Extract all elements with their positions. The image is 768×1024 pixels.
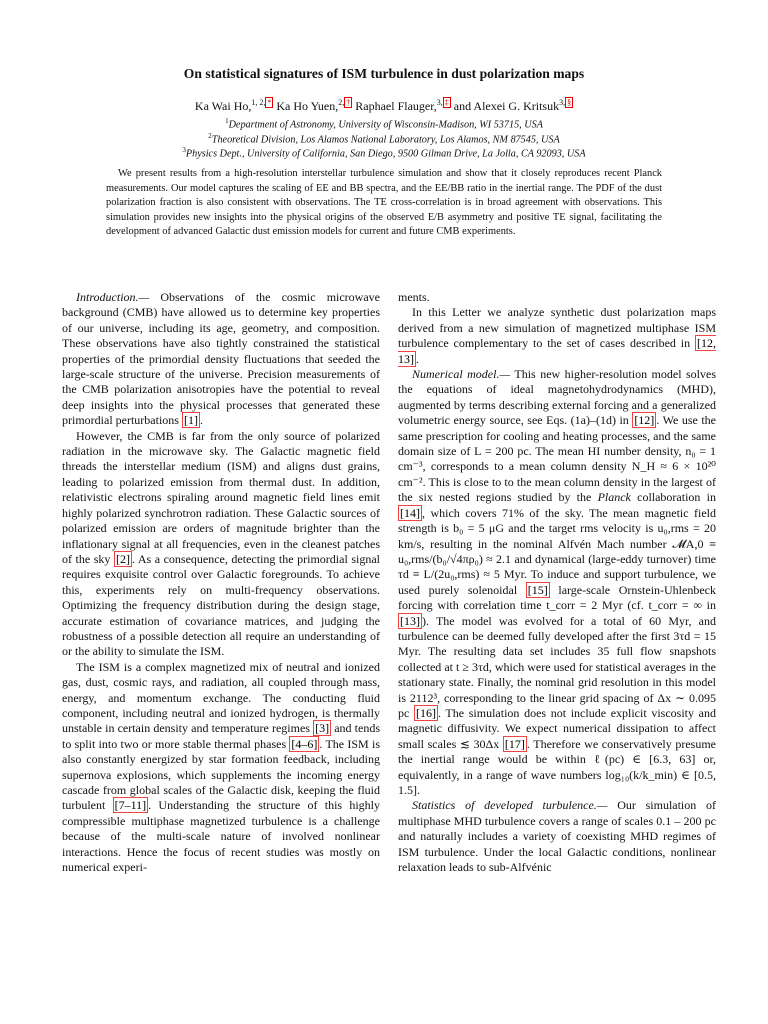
statistics-text: Our simulation of multiphase MHD turbulence covers a range of scales 0.1 – 200 pc and naturally includes a variety of coexisting MHD regimes of ISM turbulence. Under the local Galactic conditions, nonlinear relaxation leads to sub-Alfvénic	[398, 798, 716, 875]
intro-paragraph-2	[62, 429, 380, 660]
intro-text-3b: and tends to split into two or more stable thermal phases	[62, 721, 380, 751]
intro-heading: Introduction.—	[76, 290, 150, 304]
letter-paragraph: In this Letter we analyze synthetic dust polarization maps derived from a new simulation of magnetized multiphase ISM turbulence complementary to the set of cases described in [12, 13] .	[398, 305, 716, 366]
intro-text-2a: However, the CMB is far from the only source of polarized radiation in the microwave sky. The Galactic magnetic field threads the interstellar medium (ISM) and aligns dust grains, leading to polarized emission from thermal dust. In addition, relativistic electrons spiraling around magnetic field lines emit highly polarized synchrotron radiation. These Galactic sources of polarized emission are orders of magnitude brighter than the inflationary signal at all frequencies, even in the cleanest patches of the sky	[62, 428, 380, 566]
citation-14[interactable]: [14]	[400, 505, 420, 520]
intro-text-1: Observations of the cosmic microwave background (CMB) have allowed us to determine key properties of our universe, including its age, geometry, and composition. These observations have also tightly constrained the statistical properties of the primordial density fluctuations that seeded the large-scale structure of the universe. Precision measurements of the CMB polarization anisotropies have the potential to reveal deep insights into the physical processes that generated these primordial perturbations	[62, 290, 380, 428]
affiliation-1-text: Department of Astronomy, University of Wisconsin-Madison, WI 53715, USA	[228, 119, 543, 131]
citation-17[interactable]: [17]	[504, 736, 525, 751]
affiliation-3-number: 3	[182, 146, 186, 154]
author-1-footnote-link[interactable]: *	[267, 98, 272, 107]
author-3: Raphael Flauger,	[355, 99, 437, 113]
affiliation-2-text: Theoretical Division, Los Alamos National Laboratory, Los Alamos, NM 87545, USA	[211, 134, 560, 146]
statistics-heading: Statistics of developed turbulence.—	[412, 798, 608, 813]
citation-15[interactable]: [15]	[527, 582, 548, 597]
citation-7-11[interactable]: [7–11]	[114, 798, 147, 813]
letter-text: In this Letter we analyze synthetic dust polarization maps derived from a new simulation of magnetized multiphase ISM turbulence complementary to the set of cases described in	[398, 305, 716, 351]
left-column	[62, 290, 380, 875]
citation-12-13[interactable]: [12, 13]	[398, 336, 716, 366]
statistics-paragraph	[398, 798, 716, 875]
affiliation-3	[0, 146, 768, 159]
author-4-footnote-link[interactable]: §	[567, 98, 572, 107]
model-text-a: This new higher-resolution model solves the equations of ideal magnetohydrodynamics (MHD), augmented by terms describing external forcing and a generalized volumetric energy source, see Eqs. (1a)–(1d) in	[398, 367, 717, 428]
author-2-affil: 2,	[338, 98, 345, 107]
author-3-affil: 3,	[436, 98, 443, 107]
citation-2[interactable]: [2]	[115, 551, 130, 566]
affiliation-1-number: 1	[225, 117, 229, 125]
model-text-h: . Therefore we conservatively presume the inertial range would be within ℓ(pc) ∈ [6.3, 63] or, equivalently, in a range of wave numbers log₁₀(k/k_min) ∈ [0.5, 1.5].	[398, 736, 716, 797]
intro-text-2b: . As a consequence, detecting the primordial signal requires exquisite control over Galactic foregrounds. To achieve this, experiments rely on multi-frequency observations. Optimizing the frequency distribution during the design stage, accurate estimation of covariance matrices, and judging the robustness of a possible detection all require an understanding of or the ability to simulate the ISM.	[62, 551, 380, 659]
numerical-model-heading: Numerical model.—	[412, 367, 511, 382]
numerical-model-paragraph	[398, 367, 716, 798]
affiliation-2	[0, 132, 768, 145]
author-3-footnote-link[interactable]: ‡	[444, 98, 449, 107]
model-text-d: , which covers 71% of the sky. The mean magnetic field strength is b₀ = 5 μG and the target rms velocity is u₀,rms = 20 km/s, resulting in the nominal Alfvén Mach number 𝓜A,0 ≡ u₀,rms/(b₀/√4πρ₀) ≈ 2.1 and dynamical (large-eddy turnover) time τd ≡ L/(2u₀,rms) ≈ 5 Myr. To induce and support turbulence, we used purely solenoidal	[398, 505, 716, 597]
citation-12[interactable]: [12]	[634, 413, 655, 428]
author-list	[0, 98, 768, 114]
intro-text-3d: . Understanding the structure of this highly compressible multiphase magnetized turbulence is a challenge because of the multi-scale nature of involved nonlinear interactions. Hence the focus of recent studies was mostly on numerical experi-	[62, 798, 381, 875]
paper-title: On statistical signatures of ISM turbulence in dust polarization maps	[183, 66, 585, 81]
model-text-f: ). The model was evolved for a total of 60 Myr, and turbulence can be deemed fully developed after the first 3τd = 15 Myr. The resulting data set includes 35 full flow snapshots collected at t ≥ 3τd, which were used for statistical averages in the stationary state. Finally, the nominal grid resolution in this model is 2112³, corresponding to the linear grid spacing of Δx ∼ 0.095 pc	[398, 613, 716, 720]
affiliation-3-text: Physics Dept., University of California, San Diego, 9500 Gilman Drive, La Jolla, CA 92093, USA	[185, 148, 586, 160]
right-column	[398, 290, 716, 875]
intro-paragraph-1: Introduction.— Observations of the cosmic microwave background (CMB) have allowed us to determine key properties of our universe, including its age, geometry, and composition. These observations have also tightly constrained the statistical properties of the primordial density fluctuations that seeded the large-scale structure of the universe. Precision measurements of the CMB polarization anisotropies have the potential to reveal deep insights into the physical processes that generated these primordial perturbations [1] .	[62, 290, 380, 428]
affiliation-2-number: 2	[208, 132, 212, 140]
author-1: Ka Wai Ho,	[194, 99, 252, 113]
model-text-b: . We use the same prescription for cooling and heating processes, and the same domain size of L = 200 pc. The mean HI number density, n₀ = 1 cm⁻³, corresponds to a mean column density N_H ≈ 6 × 10²⁰ cm⁻². This is close to to the mean column density in the largest of the six nested regions studied by the	[398, 413, 716, 505]
model-text-e: large-scale Ornstein-Uhlenbeck forcing with correlation time t_corr = 2 Myr (cf. t_corr = ∞ in	[398, 582, 716, 613]
intro-text-3a: The ISM is a complex magnetized mix of neutral and ionized gas, dust, cosmic rays, and radiation, all coupled through mass, energy, and momentum exchange. The conducting fluid component, including neutral and ionized hydrogen, is thermally unstable in certain density and temperature regimes	[62, 659, 380, 736]
planck-name: Planck	[597, 490, 631, 505]
intro-paragraph-3	[62, 660, 380, 876]
author-1-affil: 1, 2,	[251, 98, 266, 107]
citation-16[interactable]: [16]	[415, 705, 436, 720]
affiliation-1	[0, 117, 768, 130]
model-text-c: collaboration in	[630, 490, 716, 505]
abstract: We present results from a high-resolution interstellar turbulence simulation and show that it closely reproduces recent Planck measurements. Our model captures the scaling of EE and BB spectra, and the EE/BB ratio in the inertial range. The PDF of the dust polarization fraction is also consistent with observations. The TE cross-correlation is in broad agreement with observations. This simulation provides new insights into the physical origins of the observed E/B asymmetry and positive TE signal, facilitating the development of advanced Galactic dust emission models for current and future CMB experiments.	[106, 168, 662, 238]
citation-1[interactable]: [1]	[183, 413, 198, 428]
citation-4-6[interactable]: [4–6]	[291, 736, 318, 751]
citation-13[interactable]: [13]	[400, 613, 420, 628]
model-text-g: . The simulation does not include explicit viscosity and magnetic diffusivity. We expect numerical dissipation to affect small scales ≲ 30Δx	[398, 705, 716, 751]
author-4: and Alexei G. Kritsuk	[453, 99, 560, 113]
intro-text-3c: . The ISM is also constantly energized by star formation feedback, including supernova explosions, which supplements the incoming energy cascade from global scales of the Galactic disk, keeping the fluid turbulent	[62, 736, 380, 813]
author-2-footnote-link[interactable]: †	[346, 98, 351, 107]
author-2: Ka Ho Yuen,	[276, 99, 339, 113]
continued-text: ments.	[398, 290, 430, 304]
author-4-affil: 3,	[559, 98, 566, 107]
citation-3[interactable]: [3]	[315, 721, 330, 736]
